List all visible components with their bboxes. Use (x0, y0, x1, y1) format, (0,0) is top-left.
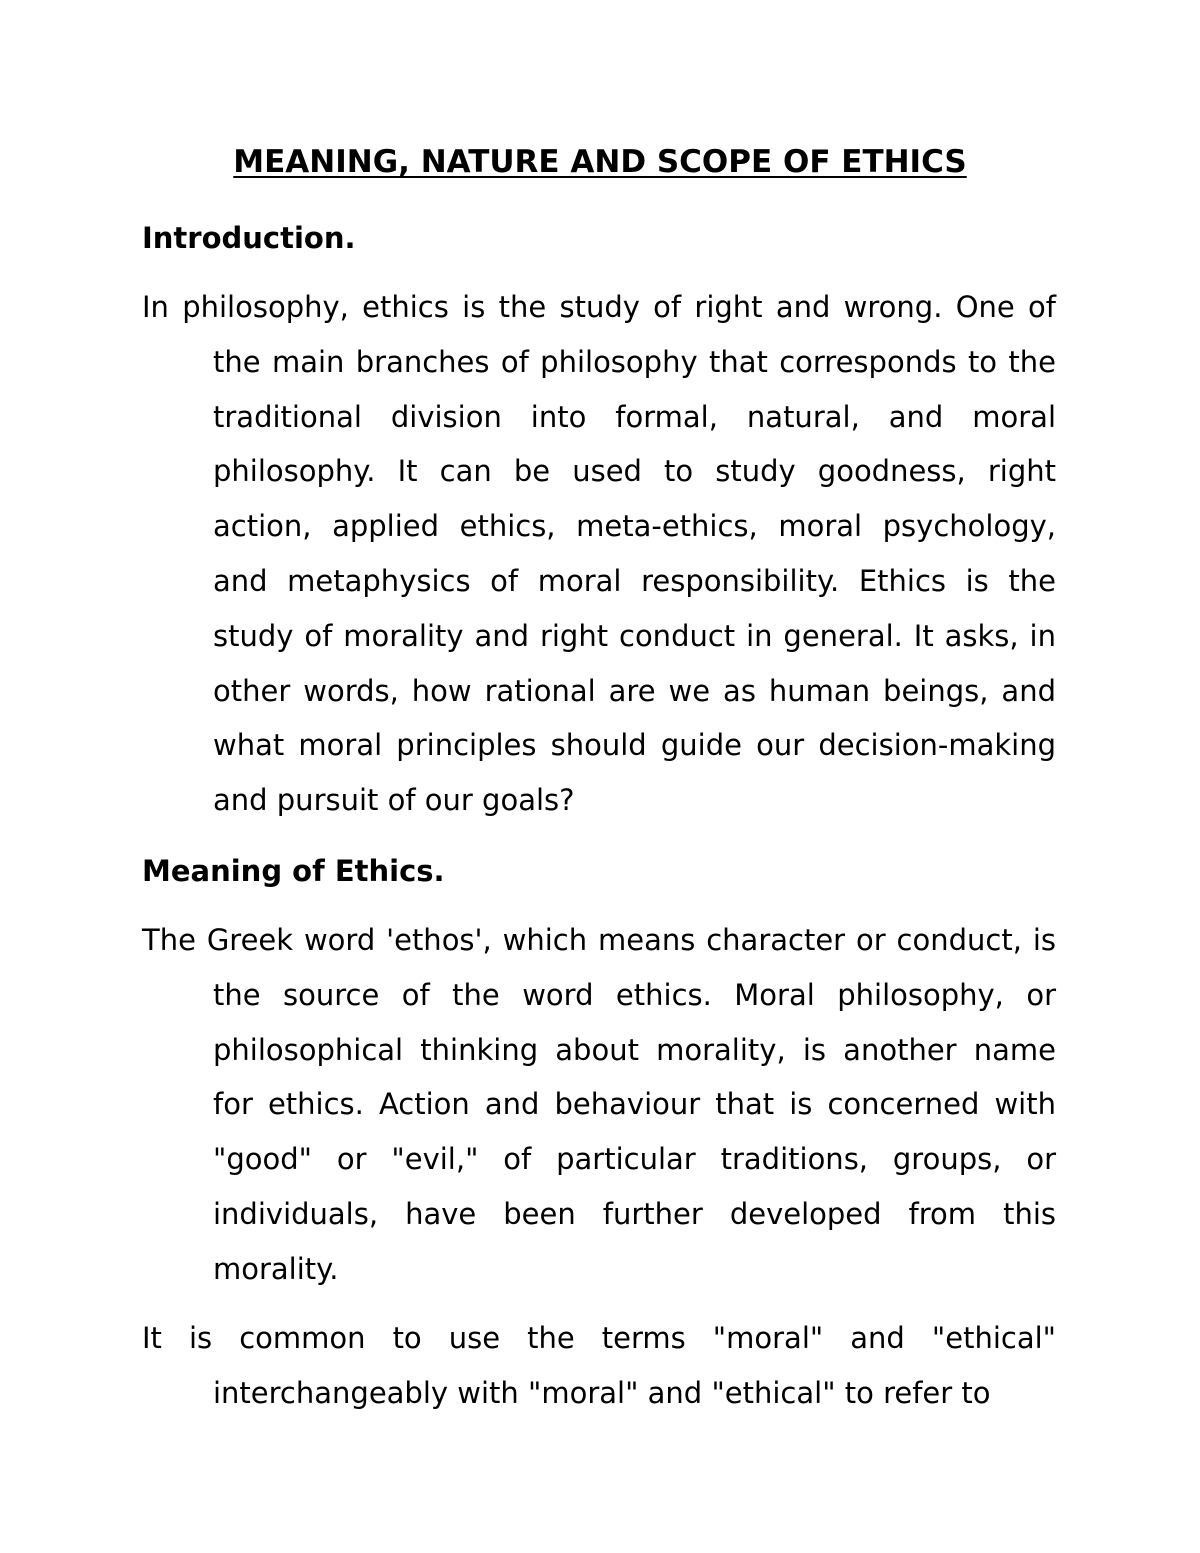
paragraph-moral-ethical-terms: It is common to use the terms "moral" and "ethical" interchangeably with "moral" and "ethical" to refer to (142, 1321, 1056, 1410)
paragraph-introduction: In philosophy, ethics is the study of right and wrong. One of the main branches of philosophy that corresponds to the traditional division into formal, natural, and moral philosophy. It can be used to study goodness, right action, applied ethics, meta-ethics, moral psychology, and metaphysics of moral responsibility. Ethics is the study of morality and right conduct in general. It asks, in other words, how rational are we as human beings, and what moral principles should guide our decision-making and pursuit of our goals? (142, 290, 1056, 818)
section-heading-introduction: Introduction. (142, 221, 356, 255)
document-title: MEANING, NATURE AND SCOPE OF ETHICS (233, 144, 967, 180)
section-heading-meaning-of-ethics: Meaning of Ethics. (142, 854, 445, 888)
paragraph-meaning-of-ethics: The Greek word 'ethos', which means character or conduct, is the source of the word ethics. Moral philosophy, or philosophical thinking about morality, is another name for ethics. Action and behaviour that is concerned with "good" or "evil," of particular traditions, groups, or individuals, have been further developed from this morality. (142, 923, 1056, 1286)
